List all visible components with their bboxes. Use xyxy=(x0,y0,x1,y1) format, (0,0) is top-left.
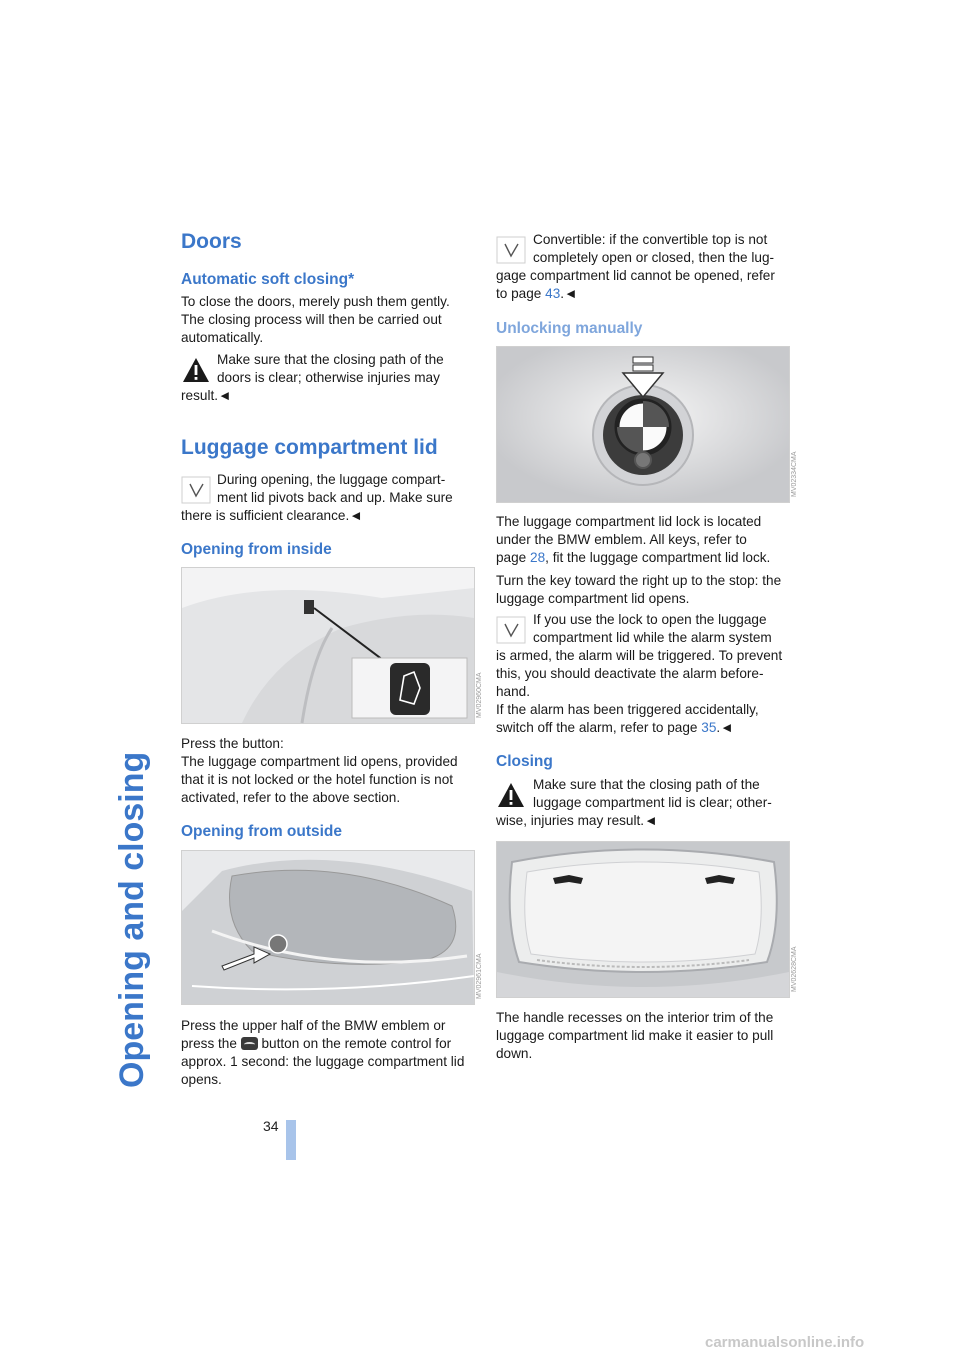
chapter-side-title xyxy=(112,228,152,1088)
page-number: 34 xyxy=(263,1118,279,1134)
text-line: approx. 1 second: the luggage compartment lid xyxy=(181,1054,465,1069)
text-line: Make sure that the closing path of the xyxy=(217,352,444,367)
trunk-emblem-illustration xyxy=(182,851,474,1004)
text-line: automatically. xyxy=(181,330,264,345)
text-line: The handle recesses on the interior trim of the xyxy=(496,1010,774,1025)
figure-code: MV02961CMA xyxy=(476,953,483,999)
text-line: under the BMW emblem. All keys, refer to xyxy=(496,532,747,547)
text-line: completely open or closed, then the lug- xyxy=(533,250,775,265)
alarm-note xyxy=(533,611,772,647)
opening-outside-text xyxy=(181,1017,464,1089)
interior-button-illustration xyxy=(182,568,474,723)
text-line xyxy=(496,719,782,737)
auto-close-warning xyxy=(217,351,444,387)
unlocking-text-2 xyxy=(496,572,781,608)
warning-icon xyxy=(496,781,526,809)
text-span: page xyxy=(496,550,527,565)
text-line: hand. xyxy=(496,684,531,699)
text-line: doors is clear; otherwise injuries may xyxy=(217,370,440,385)
text-line: opens. xyxy=(181,1072,222,1087)
text-span: press the xyxy=(181,1036,237,1051)
text-line: Convertible: if the convertible top is not xyxy=(533,232,768,247)
text-line: If you use the lock to open the luggage xyxy=(533,612,767,627)
text-line: luggage compartment lid is clear; other- xyxy=(533,795,772,810)
text-line: The closing process will then be carried out xyxy=(181,312,442,327)
text-span: .◄ xyxy=(560,286,578,301)
opening-inside-heading: Opening from inside xyxy=(181,541,332,558)
chapter-title-text: Opening and closing xyxy=(113,751,151,1088)
figure-code: MV02960CMA xyxy=(476,672,483,718)
note-arrow-icon xyxy=(496,236,526,264)
lid-interior-illustration xyxy=(497,842,789,997)
text-line: luggage compartment lid opens. xyxy=(496,591,690,606)
text-line: Make sure that the closing path of the xyxy=(533,777,760,792)
unlocking-text-1 xyxy=(496,513,770,567)
auto-close-text xyxy=(181,293,450,347)
text-span: .◄ xyxy=(716,720,734,735)
opening-inside-text xyxy=(181,735,458,807)
lid-note-end: there is sufficient clearance.◄ xyxy=(181,508,363,523)
page-link[interactable]: 28 xyxy=(530,550,546,565)
text-line: ment lid pivots back and up. Make sure xyxy=(217,490,453,505)
text-line: The luggage compartment lid opens, provided xyxy=(181,754,458,769)
text-line: activated, refer to the above section. xyxy=(181,790,401,805)
luggage-lid-heading: Luggage compartment lid xyxy=(181,436,438,459)
text-line: Press the button: xyxy=(181,736,284,751)
text-span: to page xyxy=(496,286,542,301)
lid-note xyxy=(217,471,453,507)
text-line xyxy=(496,549,770,567)
text-span: switch off the alarm, refer to page xyxy=(496,720,698,735)
warning-icon xyxy=(181,356,211,384)
text-line: luggage compartment lid make it easier to pull xyxy=(496,1028,774,1043)
note-arrow-icon xyxy=(496,616,526,644)
text-line: that it is not locked or the hotel function is not xyxy=(181,772,454,787)
doors-heading: Doors xyxy=(181,230,242,253)
text-line: Press the upper half of the BMW emblem or xyxy=(181,1018,446,1033)
page-link[interactable]: 35 xyxy=(701,720,717,735)
convertible-note xyxy=(533,231,774,267)
interior-button-figure xyxy=(181,567,483,724)
trunk-remote-button-icon xyxy=(241,1037,258,1050)
text-line: To close the doors, merely push them gently. xyxy=(181,294,450,309)
opening-outside-heading: Opening from outside xyxy=(181,823,343,840)
text-line: gage compartment lid cannot be opened, refer xyxy=(496,268,775,283)
text-line xyxy=(181,1035,464,1053)
text-line: down. xyxy=(496,1046,533,1061)
text-line: Turn the key toward the right up to the stop: the xyxy=(496,573,782,588)
closing-warning xyxy=(533,776,772,812)
lid-interior-figure xyxy=(496,841,798,998)
auto-close-heading: Automatic soft closing* xyxy=(181,271,355,288)
alarm-note-cont xyxy=(496,647,782,737)
text-line: The luggage compartment lid lock is located xyxy=(496,514,762,529)
closing-text xyxy=(496,1009,773,1063)
closing-heading: Closing xyxy=(496,753,553,770)
text-line: is armed, the alarm will be triggered. To prevent xyxy=(496,648,783,663)
text-line: If the alarm has been triggered accidentally, xyxy=(496,702,759,717)
text-span: , fit the luggage compartment lid lock. xyxy=(545,550,771,565)
page-link[interactable]: 43 xyxy=(545,286,561,301)
text-span: button on the remote control for xyxy=(261,1036,452,1051)
watermark: carmanualsonline.info xyxy=(705,1334,865,1351)
closing-warning-end: wise, injuries may result.◄ xyxy=(496,813,658,828)
text-line xyxy=(496,285,775,303)
figure-code: MV02628CMA xyxy=(791,946,798,992)
lock-figure xyxy=(496,346,798,503)
trunk-emblem-figure xyxy=(181,850,483,1005)
auto-close-warning-end: result.◄ xyxy=(181,388,232,403)
note-arrow-icon xyxy=(181,476,211,504)
text-line: During opening, the luggage compart- xyxy=(217,472,446,487)
text-line: compartment lid while the alarm system xyxy=(533,630,772,645)
figure-code: MV02334CMA xyxy=(791,451,798,497)
unlocking-heading: Unlocking manually xyxy=(496,320,643,337)
lock-illustration xyxy=(497,347,789,502)
text-line: this, you should deactivate the alarm before- xyxy=(496,666,764,681)
convertible-note-end xyxy=(496,267,775,303)
page-marker-bar xyxy=(286,1120,296,1160)
